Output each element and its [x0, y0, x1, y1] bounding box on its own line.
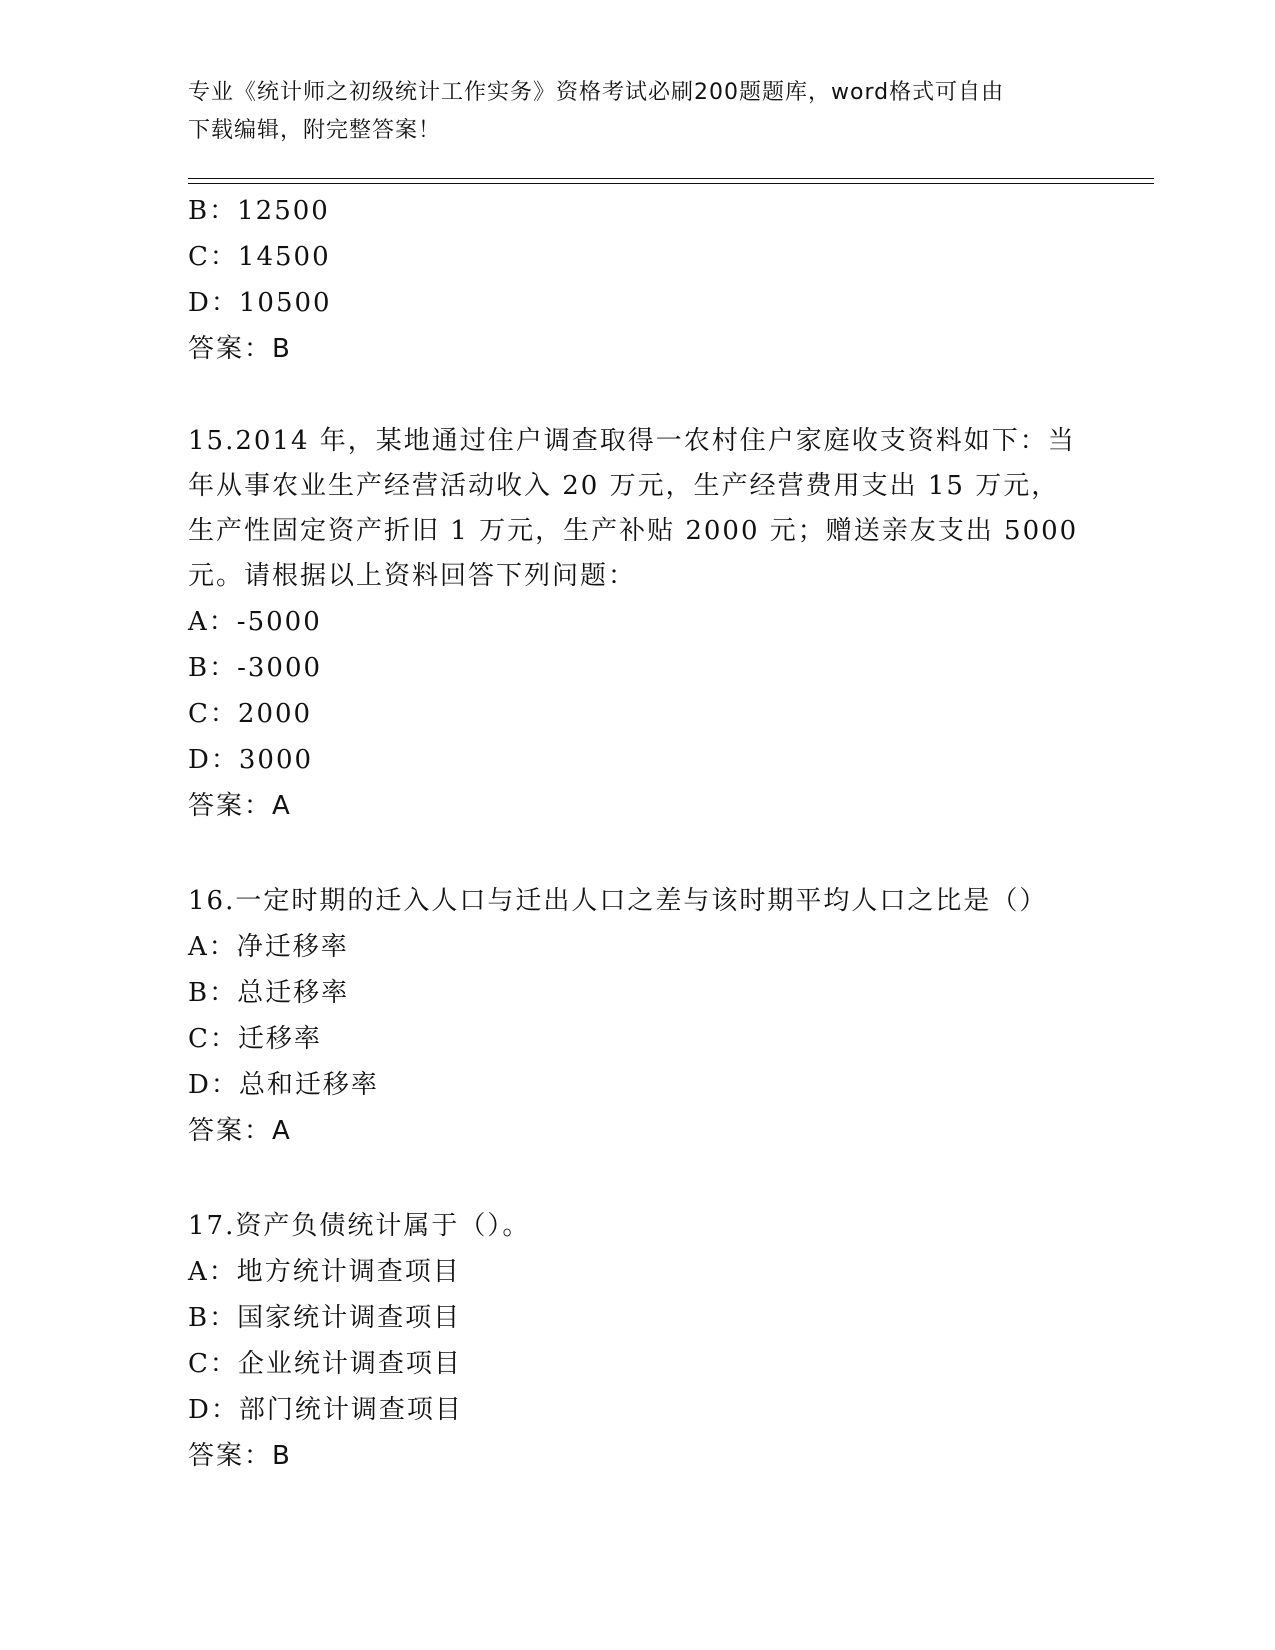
option-line — [188, 234, 1088, 280]
header-line-2: 下载编辑，附完整答案！ — [188, 118, 442, 143]
option-line — [188, 188, 1088, 234]
option-text: 14500 — [237, 242, 331, 272]
option-label: A： — [188, 607, 237, 637]
option-line — [188, 924, 1088, 970]
option-text: 企业统计调查项目 — [237, 1349, 462, 1379]
header-line-1: 专业《统计师之初级统计工作实务》资格考试必刷200题题库，word格式可自由 — [188, 80, 1005, 105]
option-text: 10500 — [238, 288, 332, 318]
option-label: D： — [188, 1070, 239, 1100]
option-text: 净迁移率 — [236, 932, 349, 962]
option-text: -5000 — [236, 607, 322, 637]
option-text: 部门统计调查项目 — [238, 1395, 463, 1425]
header-rule-top — [188, 178, 1154, 179]
option-text: 12500 — [237, 196, 330, 226]
option-label: D： — [188, 288, 239, 318]
option-label: D： — [188, 1395, 239, 1425]
option-text: 总和迁移率 — [238, 1070, 379, 1100]
spacer — [188, 1154, 1088, 1204]
option-line — [188, 1387, 1088, 1433]
option-label: C： — [188, 1349, 238, 1379]
option-label: D： — [188, 745, 239, 775]
option-line — [188, 280, 1088, 326]
option-line — [188, 599, 1088, 645]
option-line — [188, 737, 1088, 783]
option-line — [188, 645, 1088, 691]
answer-line: 答案：A — [188, 791, 292, 821]
question-15 — [188, 419, 1088, 829]
option-label: B： — [188, 1303, 238, 1333]
question-17 — [188, 1204, 1088, 1479]
option-label: A： — [188, 1257, 237, 1287]
option-label: B： — [188, 196, 238, 226]
option-label: B： — [188, 978, 238, 1008]
option-text: -3000 — [237, 653, 323, 683]
option-label: C： — [188, 242, 238, 272]
question-text-line: 16.一定时期的迁入人口与迁出人口之差与该时期平均人口之比是（） — [188, 886, 1048, 916]
answer-line: 答案：A — [188, 1116, 292, 1146]
document-header — [188, 74, 1088, 150]
question-14-tail — [188, 188, 1088, 372]
question-text-line: 生产性固定资产折旧 1 万元，生产补贴 2000 元；赠送亲友支出 5000 — [188, 516, 1079, 546]
option-text: 总迁移率 — [237, 978, 350, 1008]
option-line — [188, 1062, 1088, 1108]
option-line — [188, 970, 1088, 1016]
option-line — [188, 1295, 1088, 1341]
option-label: B： — [188, 653, 238, 683]
option-text: 地方统计调查项目 — [236, 1257, 461, 1287]
option-line — [188, 1341, 1088, 1387]
spacer — [188, 372, 1088, 419]
option-text: 2000 — [237, 699, 313, 729]
option-line — [188, 1016, 1088, 1062]
question-text-line: 15.2014 年，某地通过住户调查取得一农村住户家庭收支资料如下：当 — [188, 426, 1076, 456]
document-body — [188, 188, 1088, 1479]
option-label: A： — [188, 932, 237, 962]
option-line — [188, 1249, 1088, 1295]
option-text: 迁移率 — [237, 1024, 322, 1054]
question-text-line: 元。请根据以上资料回答下列问题： — [188, 561, 637, 591]
option-label: C： — [188, 1024, 238, 1054]
question-text-line: 17.资产负债统计属于（）。 — [188, 1211, 531, 1241]
option-line — [188, 691, 1088, 737]
answer-line: 答案：B — [188, 1441, 292, 1471]
header-rule-bottom — [188, 183, 1154, 184]
option-label: C： — [188, 699, 238, 729]
option-text: 3000 — [238, 745, 314, 775]
question-text-line: 年从事农业生产经营活动收入 20 万元，生产经营费用支出 15 万元， — [188, 471, 1060, 501]
spacer — [188, 829, 1088, 879]
answer-line: 答案：B — [188, 334, 292, 364]
question-16 — [188, 879, 1088, 1154]
option-text: 国家统计调查项目 — [237, 1303, 462, 1333]
